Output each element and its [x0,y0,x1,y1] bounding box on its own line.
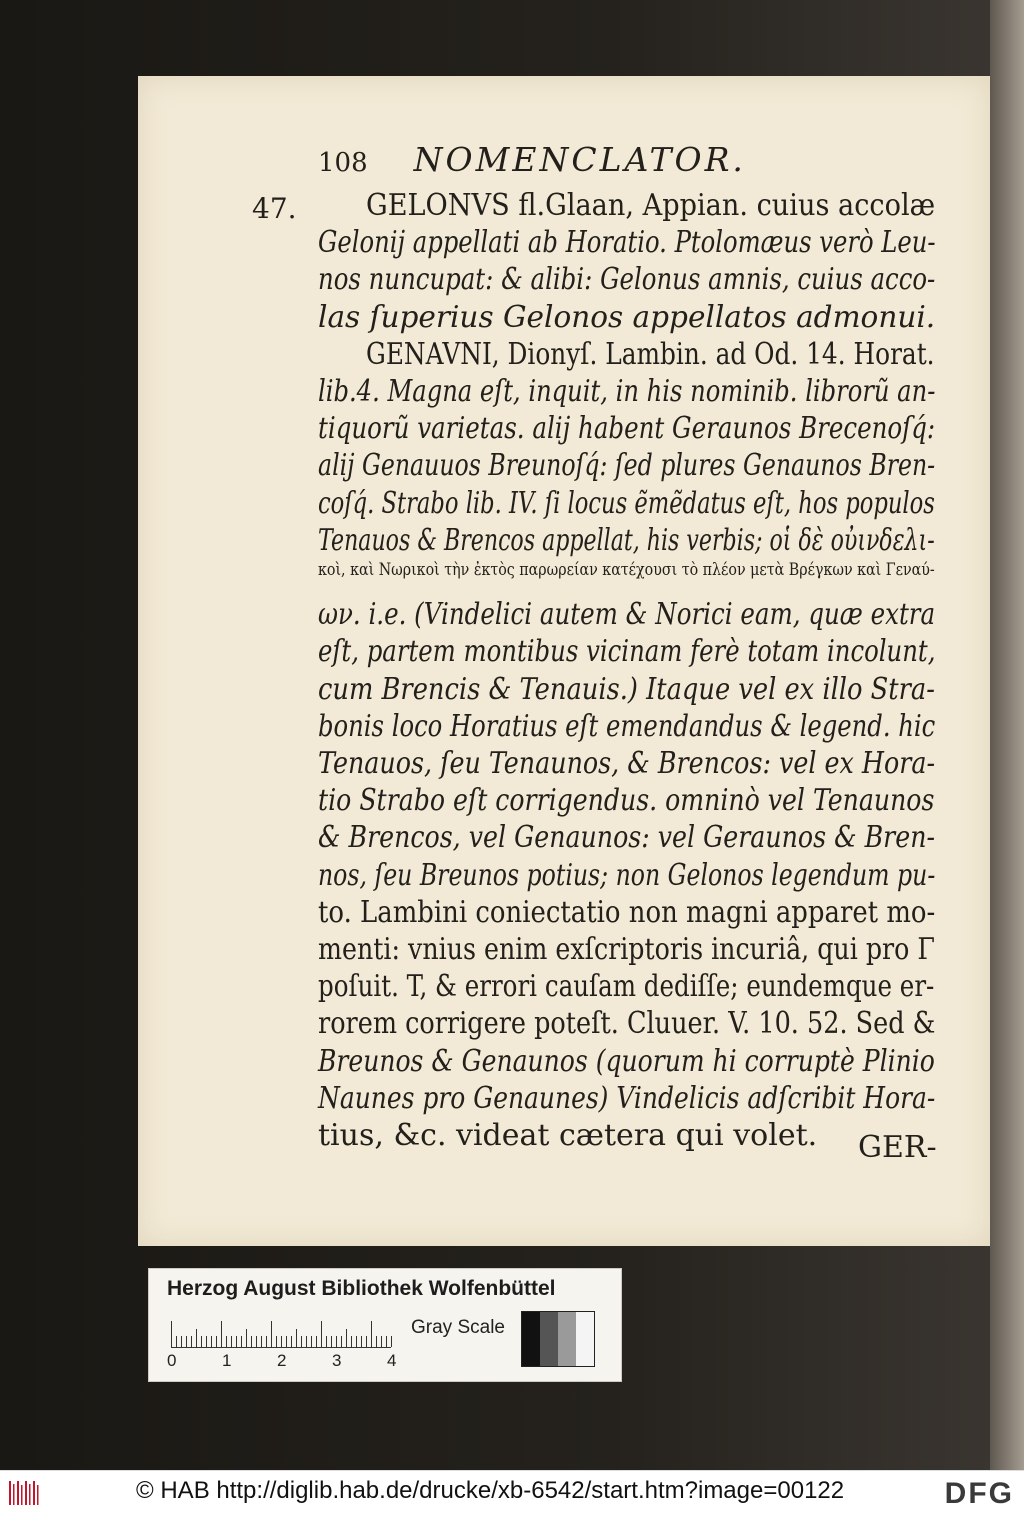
ruler-tick [321,1321,322,1347]
hab-logo-icon [8,1479,42,1507]
text-line: poſuit. T, & errori cauſam dediſſe; eundemque er- [318,969,935,1005]
gray-swatch [540,1312,558,1366]
ruler-tick [311,1336,312,1347]
ruler-tick [216,1336,217,1347]
footer-bar [0,1470,1024,1515]
library-name: Herzog August Bibliothek Wolfenbüttel [167,1277,556,1300]
ruler-tick [256,1336,257,1347]
ruler-number: 1 [222,1351,232,1370]
gray-swatch [522,1312,540,1366]
ruler-tick [356,1336,357,1347]
ruler [171,1319,391,1348]
ruler-tick [346,1329,347,1347]
text-line: eſt, partem montibus vicinam ferè totam incolunt, [318,634,936,670]
ruler-tick [186,1336,187,1347]
text-line: & Brencos, vel Genaunos: vel Geraunos & Bren- [318,820,936,856]
ruler-tick [211,1336,212,1347]
ruler-tick [301,1336,302,1347]
text-line: Breunos & Genaunos (quorum hi corruptè Plinio [318,1043,935,1079]
ruler-tick [226,1336,227,1347]
facing-page-edge [990,0,1024,1470]
text-line: ων. i.e. (Vindelici autem & Norici eam, quæ extra [318,597,936,633]
ruler-tick [286,1336,287,1347]
ruler-tick [296,1329,297,1347]
dfg-logo: DFG [944,1477,1014,1510]
color-reference-card [148,1268,622,1382]
running-title: NOMENCLATOR. [413,140,746,179]
ruler-tick [171,1321,172,1347]
ruler-tick [176,1336,177,1347]
ruler-number: 2 [277,1351,287,1370]
ruler-tick [191,1336,192,1347]
ruler-number: 4 [387,1351,397,1370]
catchword: GER- [858,1130,937,1165]
ruler-tick [291,1336,292,1347]
ruler-tick [366,1336,367,1347]
gray-swatch [558,1312,576,1366]
ruler-tick [306,1336,307,1347]
text-line: las ſuperius Gelonos appellatos admonui. [318,299,936,335]
text-line: κοὶ, καὶ Νωρικοὶ τὴν ἐκτὸς παρωρείαν κατέχουσι τὸ πλέον μετὰ Βρέγκων καὶ Γεναύ- [318,560,935,580]
text-line: GELONVS fl.Glaan, Appian. cuius accolæ [366,188,936,223]
ruler-tick [266,1336,267,1347]
ruler-tick [241,1336,242,1347]
ruler-number: 3 [332,1351,342,1370]
text-line: coſq́. Strabo lib. IV. ſi locus ẽmẽdatus eſt, hos populos [318,485,935,521]
text-line: to. Lambini coniectatio non magni apparet mo- [318,894,936,930]
entry-number: 47. [252,192,297,225]
text-line: Tenauos & Brencos appellat, his verbis; οἱ δὲ οὐινδελι- [318,522,935,558]
ruler-tick [201,1336,202,1347]
ruler-tick [361,1336,362,1347]
ruler-tick [386,1336,387,1347]
gray-swatches [521,1311,595,1367]
ruler-tick [391,1336,392,1347]
text-line: alij Genauuos Breunoſq́: ſed plures Genaunos Bren- [318,448,936,484]
text-line: bonis loco Horatius eſt emendandus & legend. hic [318,708,936,744]
ruler-tick [236,1336,237,1347]
ruler-tick [221,1321,222,1347]
text-line: tius, &c. videat cætera qui volet. [318,1118,818,1153]
text-line: tio Strabo eſt corrigendus. omninò vel Tenaunos [318,783,935,819]
text-line: GENAVNI, Dionyſ. Lambin. ad Od. 14. Horat. [366,336,935,372]
ruler-tick [376,1336,377,1347]
ruler-tick [231,1336,232,1347]
ruler-tick [326,1336,327,1347]
text-line: nos nuncupat: & alibi: Gelonus amnis, cuius acco- [318,262,936,298]
running-head [318,140,798,179]
text-line: Gelonij appellati ab Horatio. Ptolomæus verò Leu- [318,225,936,261]
text-line: menti: vnius enim exſcriptoris incuriâ, qui pro Γ [318,932,935,967]
text-line: Tenauos, ſeu Tenaunos, & Brencos: vel ex Hora- [318,746,936,781]
ruler-tick [261,1336,262,1347]
ruler-tick [251,1336,252,1347]
ruler-tick [351,1336,352,1347]
ruler-tick [181,1336,182,1347]
text-line: rorem corrigere poteſt. Cluuer. V. 10. 52. Sed & [318,1006,936,1042]
ruler-tick [331,1336,332,1347]
text-line: lib.4. Magna eſt, inquit, in his nominib. librorũ an- [318,374,936,409]
text-line: tiquorũ varietas. alij habent Geraunos Brecenoſq́: [318,411,936,447]
ruler-tick [271,1321,272,1347]
ruler-tick [281,1336,282,1347]
ruler-tick [196,1329,197,1347]
ruler-tick [371,1321,372,1347]
ruler-tick [381,1336,382,1347]
text-line: nos, ſeu Breunos potius; non Gelonos legendum pu- [318,857,936,893]
gray-scale-label: Gray Scale [411,1317,505,1338]
ruler-tick [316,1336,317,1347]
copyright-url[interactable]: © HAB http://diglib.hab.de/drucke/xb-6542/start.htm?image=00122 [136,1477,845,1504]
ruler-tick [276,1336,277,1347]
ruler-tick [341,1336,342,1347]
text-line: cum Brencis & Tenauis.) Itaque vel ex illo Stra- [318,671,935,707]
page-number: 108 [318,148,368,178]
gray-swatch [576,1312,594,1366]
ruler-tick [206,1336,207,1347]
text-line: Naunes pro Genaunes) Vindelicis adſcribit Hora- [318,1080,936,1116]
ruler-tick [246,1329,247,1347]
ruler-number: 0 [167,1351,177,1370]
ruler-tick [336,1336,337,1347]
